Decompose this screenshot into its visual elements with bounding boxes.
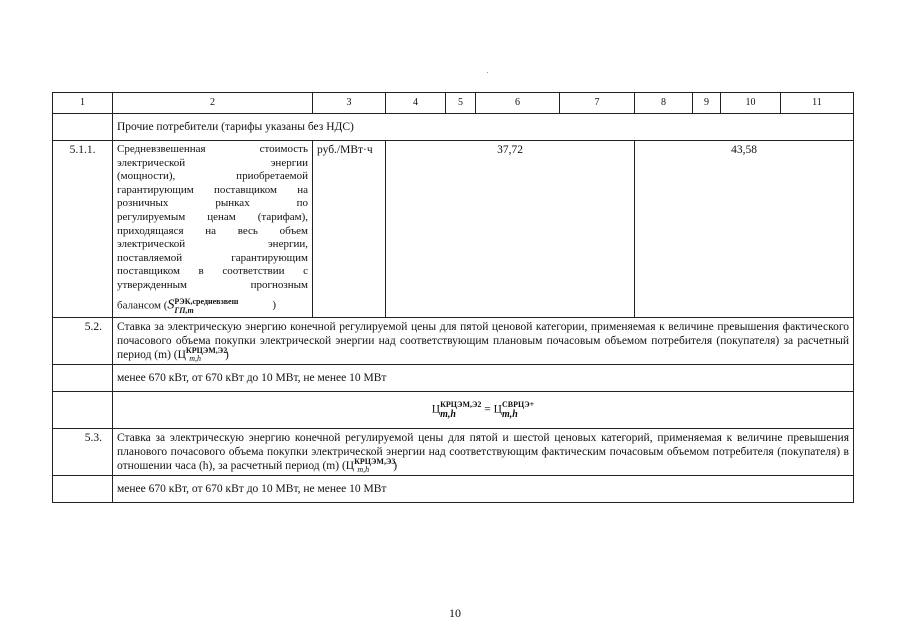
col-header: 6 bbox=[476, 93, 560, 114]
col-header: 8 bbox=[635, 93, 693, 114]
row-number: 5.1.1. bbox=[53, 141, 113, 318]
header-row bbox=[53, 93, 854, 114]
page-number: 10 bbox=[449, 606, 461, 620]
tariff-value-2: 43,58 bbox=[635, 141, 854, 318]
table-row-5-3 bbox=[53, 428, 854, 475]
table-row-5-2-formula bbox=[53, 391, 854, 428]
col-header: 5 bbox=[446, 93, 476, 114]
col-header: 3 bbox=[313, 93, 386, 114]
subhead-label: менее 670 кВт, от 670 кВт до 10 МВт, не менее 10 МВт bbox=[113, 364, 854, 391]
row-number: 5.3. bbox=[53, 428, 113, 475]
table-row-5-3-subhead bbox=[53, 475, 854, 502]
table-row-5-2-subhead bbox=[53, 364, 854, 391]
row-description: Ставка за электрическую энергию конечной регулируемой цены для пятой и шестой ценовых категорий, применяемая к величине превышения планового почасового объема покупки электрической энергии над соответствующим фактическим почасовым объемом потребителя (покупателя) в отношении часа (h), за расчетный период (m) ($Ц^{КРЦЭМ,Э3}_{m,h}$ ) bbox=[113, 428, 854, 475]
col-header: 9 bbox=[693, 93, 721, 114]
subhead-label: менее 670 кВт, от 670 кВт до 10 МВт, не менее 10 МВт bbox=[113, 475, 854, 502]
row-unit: руб./МВт·ч bbox=[313, 141, 386, 318]
formula: Ц КРЦЭМ,Э2 m,h = Ц СВРЦЭ+ m,h bbox=[113, 391, 854, 428]
col-header: 11 bbox=[781, 93, 854, 114]
tariff-value-1: 37,72 bbox=[386, 141, 635, 318]
row-number: 5.2. bbox=[53, 317, 113, 364]
scan-speck bbox=[487, 72, 488, 73]
section-label: Прочие потребители (тарифы указаны без НДС) bbox=[113, 114, 854, 141]
col-header: 4 bbox=[386, 93, 446, 114]
tariff-symbol: S bbox=[167, 297, 175, 313]
col-header: 7 bbox=[560, 93, 635, 114]
row-description: Ставка за электрическую энергию конечной регулируемой цены для пятой ценовой категории, применяемая к величине превышения фактического почасового объема покупки электрической энергии над соответствующим плановым почасовым объемом потребителя (покупателя) за расчетный период (m) ($Ц^{КРЦЭМ,Э2}_{m,h}$ ) bbox=[113, 317, 854, 364]
table-row-5-1-1 bbox=[53, 141, 854, 318]
table-row-5-2 bbox=[53, 317, 854, 364]
col-header: 1 bbox=[53, 93, 113, 114]
tariff-table bbox=[52, 92, 854, 503]
col-header: 2 bbox=[113, 93, 313, 114]
row-description: Средневзвешенная стоимость электрической энергии (мощности), приобретаемой гарантирующим поставщиком на розничных рынках по регулируемым ценам (тарифам), приходящаяся на весь объем электрической энергии, поставляемой гарантирующим поставщиком в соответствии с утвержденным прогнозным балансом (S РЭК,средневзвеш ГП,m ) bbox=[113, 141, 313, 318]
section-row bbox=[53, 114, 854, 141]
col-header: 10 bbox=[721, 93, 781, 114]
